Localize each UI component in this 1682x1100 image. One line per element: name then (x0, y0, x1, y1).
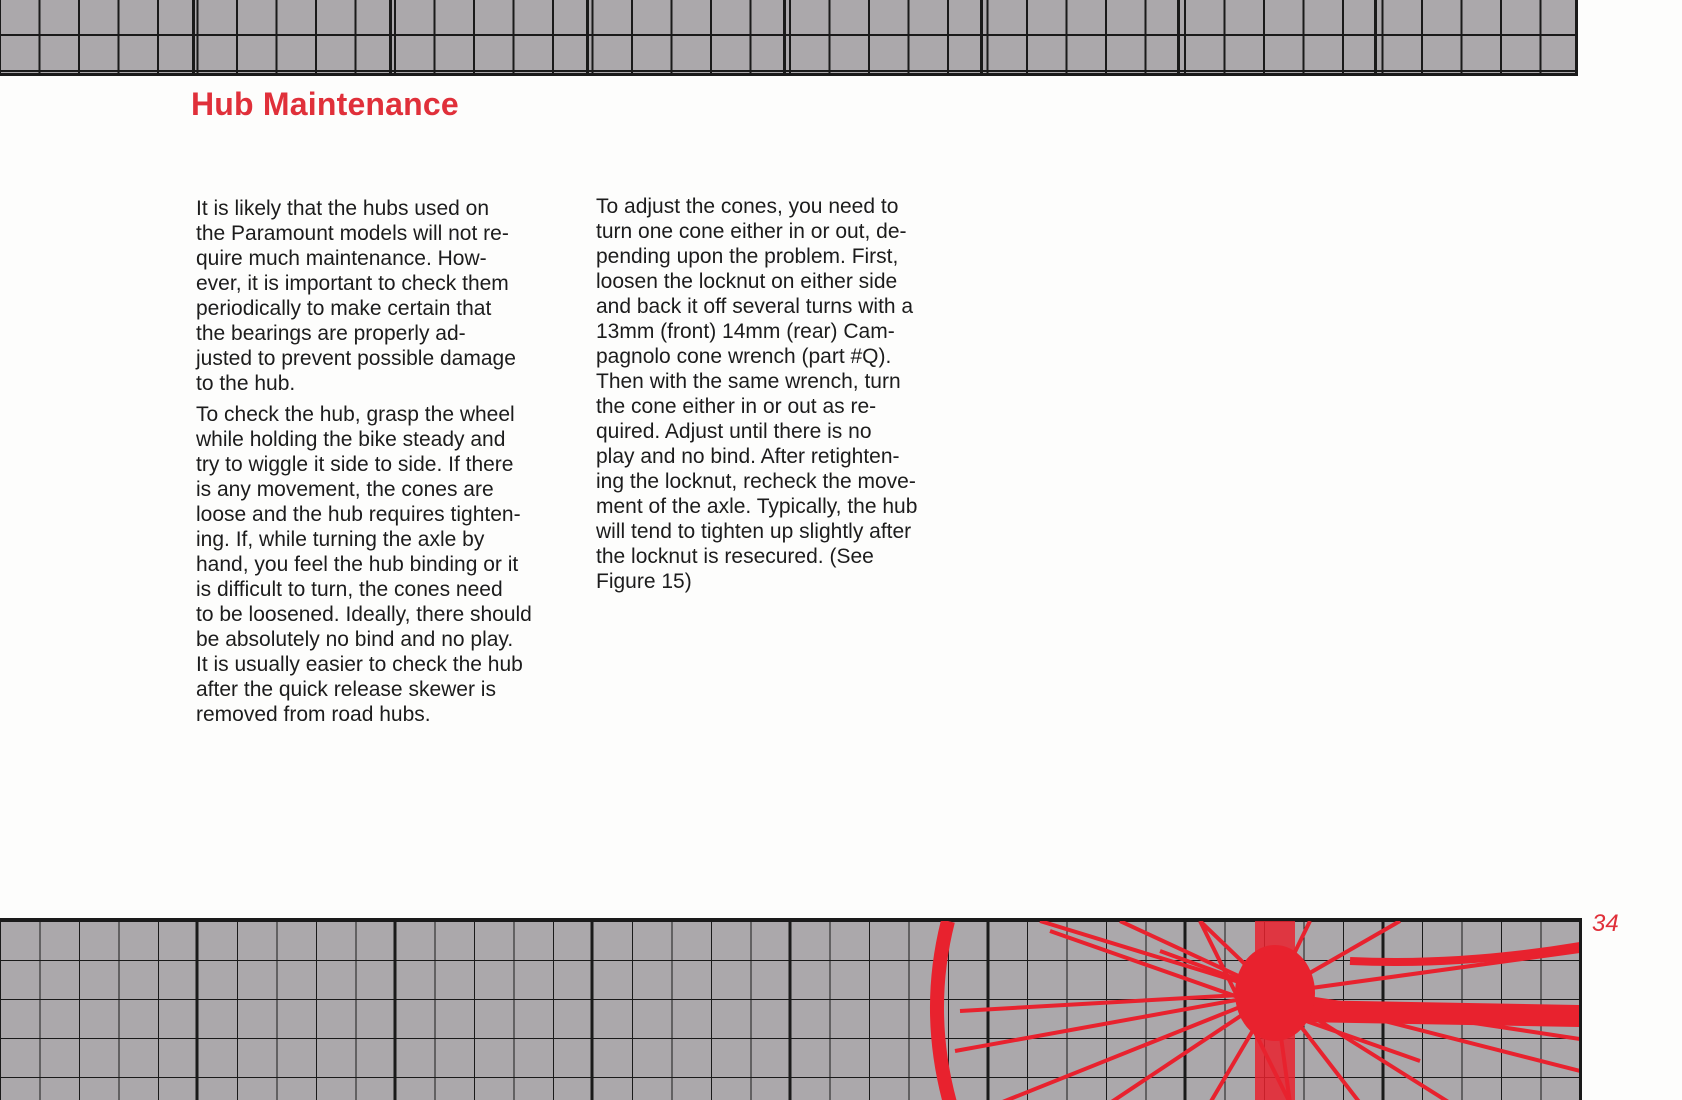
bottom-grid-band (0, 918, 1582, 1100)
grid-major-line (1177, 0, 1180, 73)
paragraph: To check the hub, grasp the wheel while holding the bike steady and try to wiggle it side to side. If there is any movement, the cones are loose and the hub requires tighten- ing. If, while turning the axle by hand, you feel the hub binding or it is difficult to turn, the cones need to be loosened. Ideally, there should be absolutely no bind and no play. It is usually easier to check the hub after the quick release skewer is removed from road hubs. (196, 403, 532, 726)
paragraph: To adjust the cones, you need to turn one cone either in or out, de- pending upon the problem. First, loosen the locknut on either side and back it off several turns with a 13mm (front) 14mm (rear) Cam- pagnolo cone wrench (part #Q). Then with the same wrench, turn the cone either in or out as re- quired. Adjust until there is no play and no bind. After retighten- ing the locknut, recheck the move- ment of the axle. Typically, the hub will tend to tighten up slightly after the locknut is resecured. (See Figure 15) (596, 195, 918, 593)
text-column-left (196, 196, 566, 733)
top-grid-band (0, 0, 1578, 76)
grid-major-line (980, 0, 983, 73)
grid-major-line (783, 0, 786, 73)
grid-major-line (389, 0, 392, 73)
wheel-hub-illustration (0, 921, 1582, 1100)
grid-major-line (192, 0, 195, 73)
text-column-right (596, 194, 976, 600)
grid-major-line (1374, 0, 1377, 73)
page-title: Hub Maintenance (191, 86, 459, 122)
paragraph: It is likely that the hubs used on the Paramount models will not re- quire much maintenance. How- ever, it is important to check them periodically to make certain that the bearings are properly ad- justed to prevent possible damage to the hub. (196, 197, 516, 395)
page-number: 34 (1592, 910, 1619, 937)
grid-major-line (586, 0, 589, 73)
